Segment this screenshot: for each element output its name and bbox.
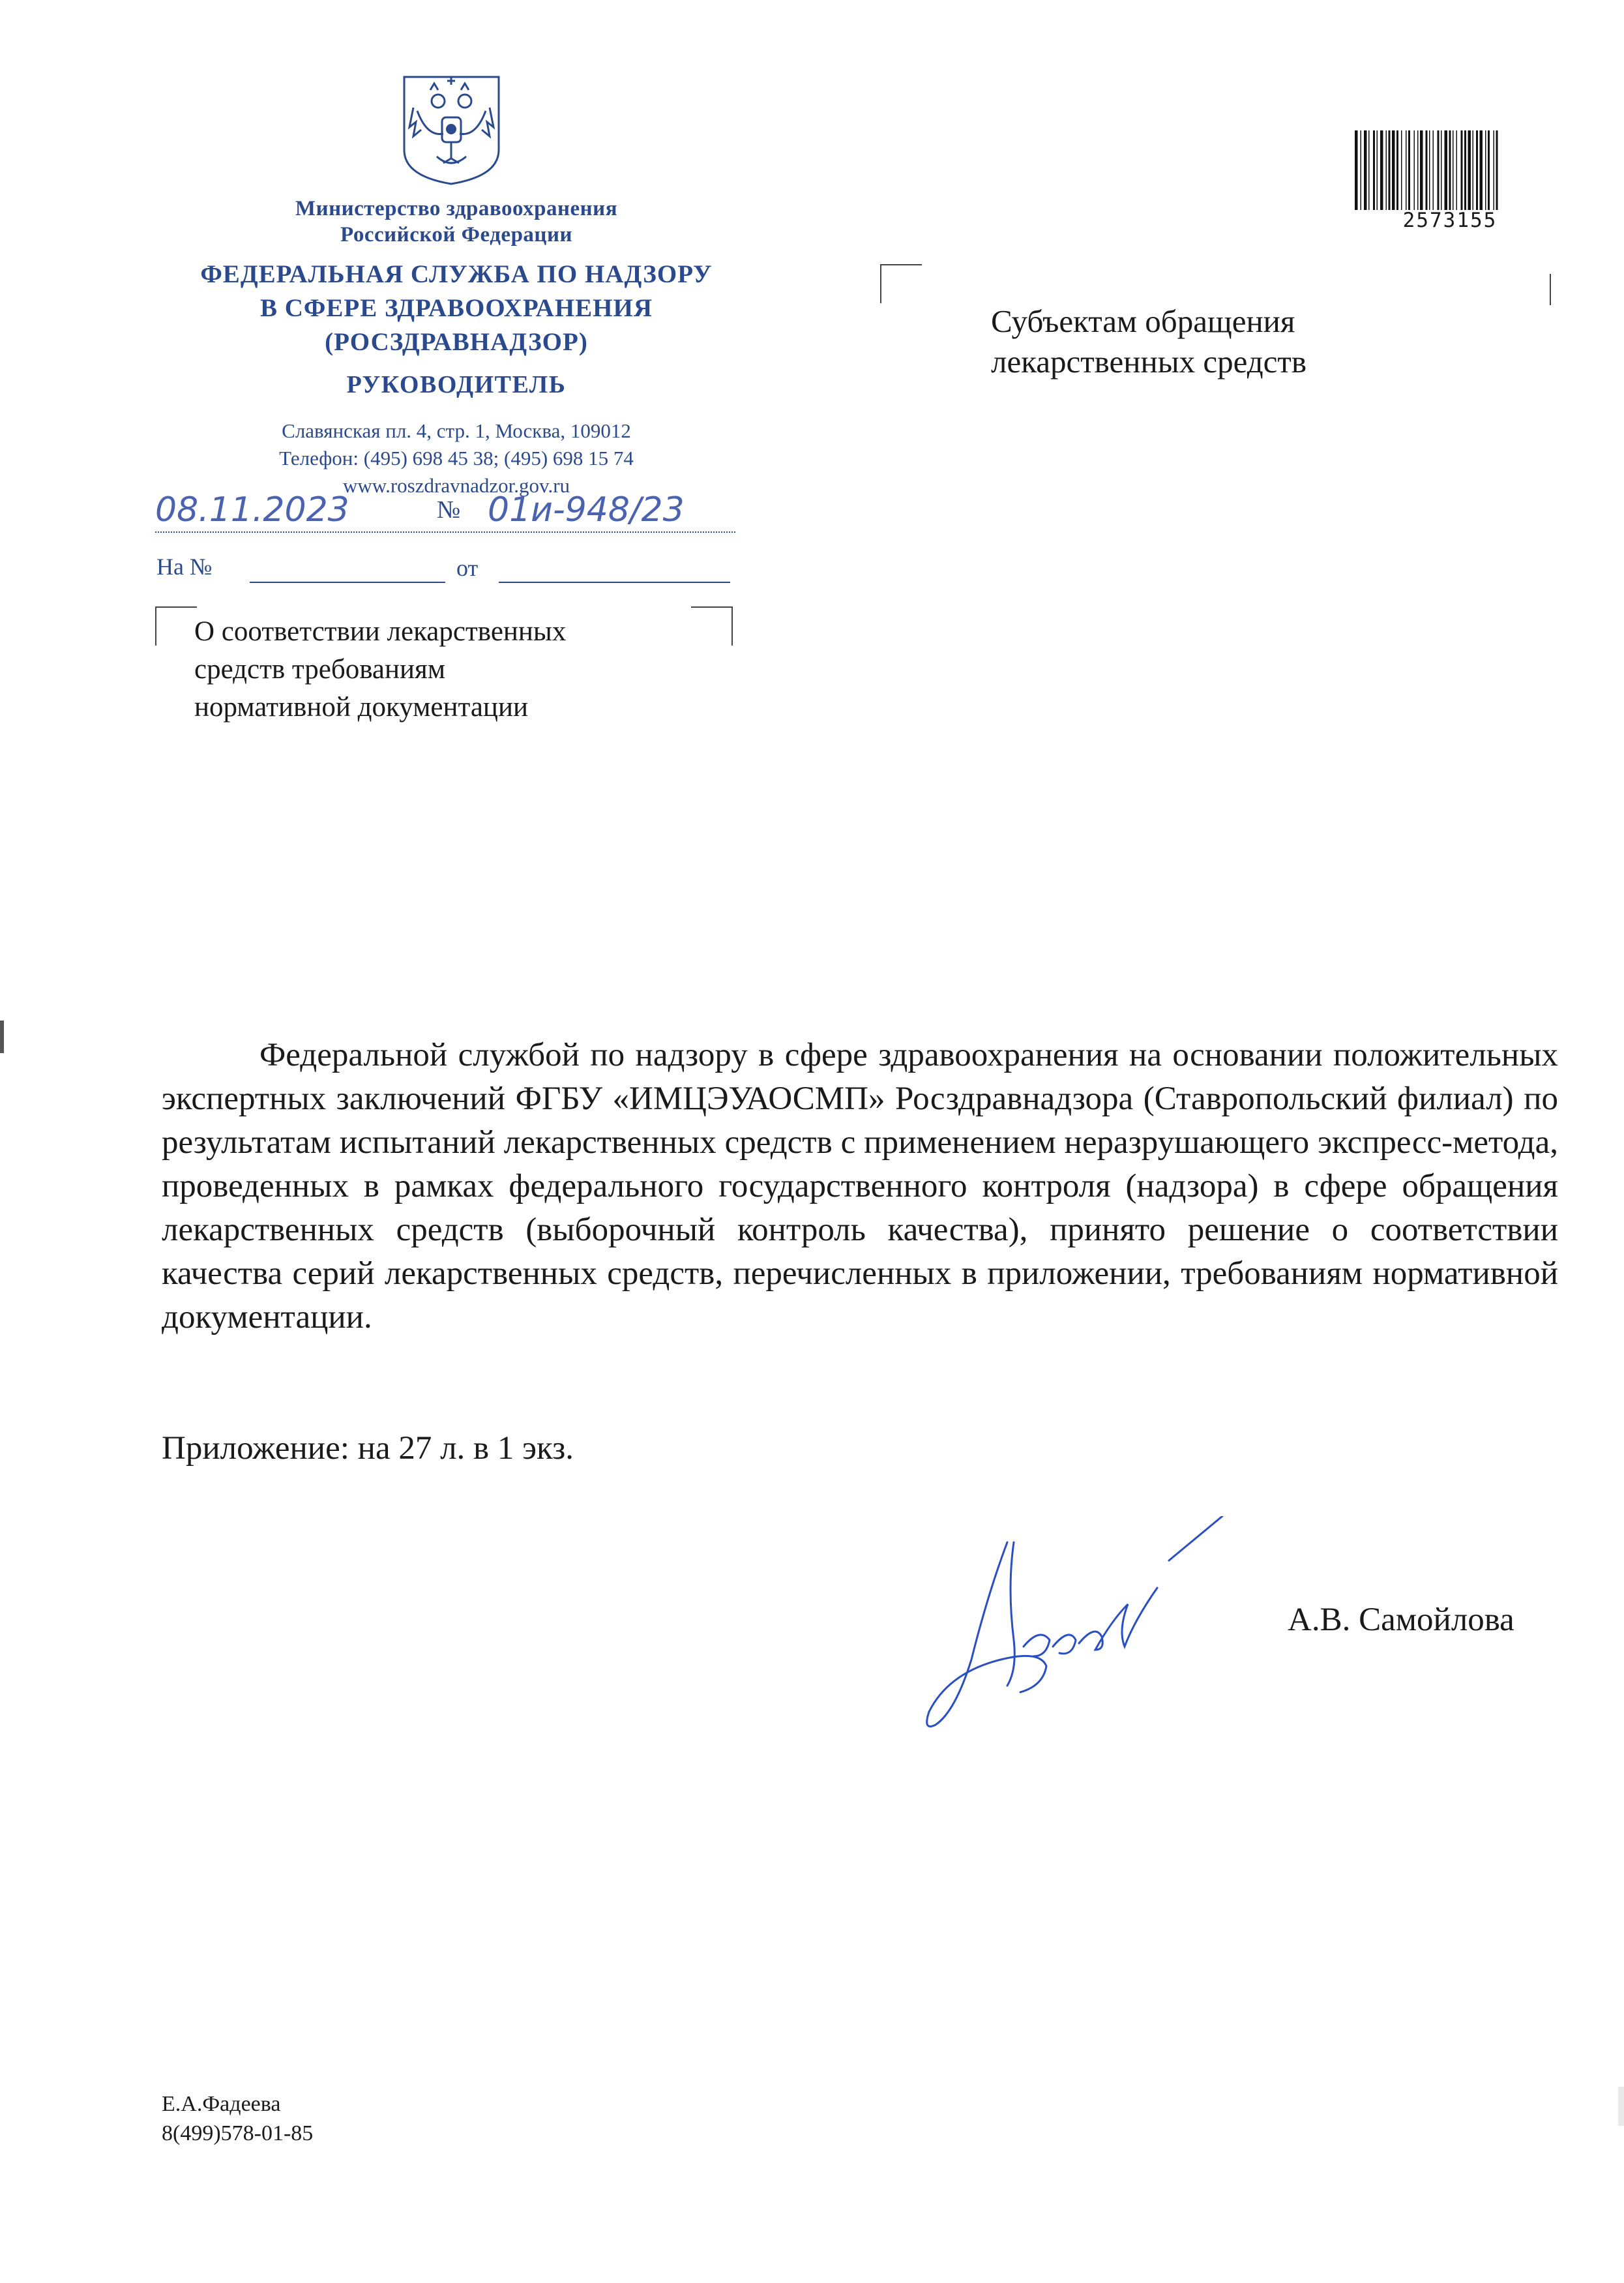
double-headed-eagle-emblem-icon [398,72,505,186]
subject-line: О соответствии лекарственных [194,616,567,647]
subject-block [194,613,690,726]
addressee-bracket-left [880,264,922,303]
executor-phone: 8(499)578-01-85 [162,2121,314,2145]
service-line: (РОСЗДРАВНАДЗОР) [325,328,588,356]
executor-name: Е.А.Фадеева [162,2092,281,2116]
attachment-note: Приложение: на 27 л. в 1 экз. [162,1430,574,1467]
head-title: РУКОВОДИТЕЛЬ [346,371,567,398]
service-line: В СФЕРЕ ЗДРАВООХРАНЕНИЯ [259,294,653,322]
reference-date-blank [499,582,730,583]
addressee-block [991,301,1447,382]
ministry-name [222,196,691,248]
registration-date: 08.11.2023 [155,490,349,530]
address-line: Славянская пл. 4, стр. 1, Москва, 109012 [282,419,631,442]
reference-number-label: На № [156,554,213,580]
registration-number-label: № [437,496,461,524]
reference-number-blank [250,582,445,583]
scan-edge-mark [0,1021,4,1053]
addressee-line: Субъектам обращения [991,303,1295,339]
address-block [196,417,717,500]
registration-dotted-line [155,531,735,533]
phone-line: Телефон: (495) 698 45 38; (495) 698 15 74 [279,447,634,470]
subject-bracket-left [155,606,197,646]
subject-line: средств требованиям [194,654,446,685]
ministry-line: Министерство здравоохранения [295,197,618,220]
addressee-line: лекарственных средств [991,344,1307,380]
website-line: www.roszdravnadzor.gov.ru [342,474,570,497]
service-line: ФЕДЕРАЛЬНАЯ СЛУЖБА ПО НАДЗОРУ [200,260,713,288]
barcode-number: 2573155 [1402,209,1498,232]
subject-line: нормативной документации [194,692,528,723]
ministry-line: Российской Федерации [340,223,572,246]
signer-name: А.В. Самойлова [1288,1602,1514,1638]
registration-number: 01и-948/23 [488,490,685,530]
body-paragraph: Федеральной службой по надзору в сфере здравоохранения на основании положительных экспертных заключений ФГБУ «ИМЦЭУАОСМП» Росздравнадзора (Ставропольский филиал) по результатам испытаний лекарственных средств с применением неразрушающего экспресс-метода, проведенных в рамках федерального государственного контроля (надзора) в сфере обращения лекарственных средств (выборочный контроль качества), принято решение о соответствии качества серий лекарственных средств, перечисленных в приложении, требованиям нормативной документации. [162,1037,1558,1335]
service-name [150,258,763,359]
handwritten-signature [909,1516,1248,1731]
reference-date-label: от [456,555,479,581]
addressee-bracket-right [1550,274,1551,305]
barcode [1355,130,1545,210]
scan-edge-mark [1618,2087,1624,2126]
subject-bracket-right [691,606,733,646]
